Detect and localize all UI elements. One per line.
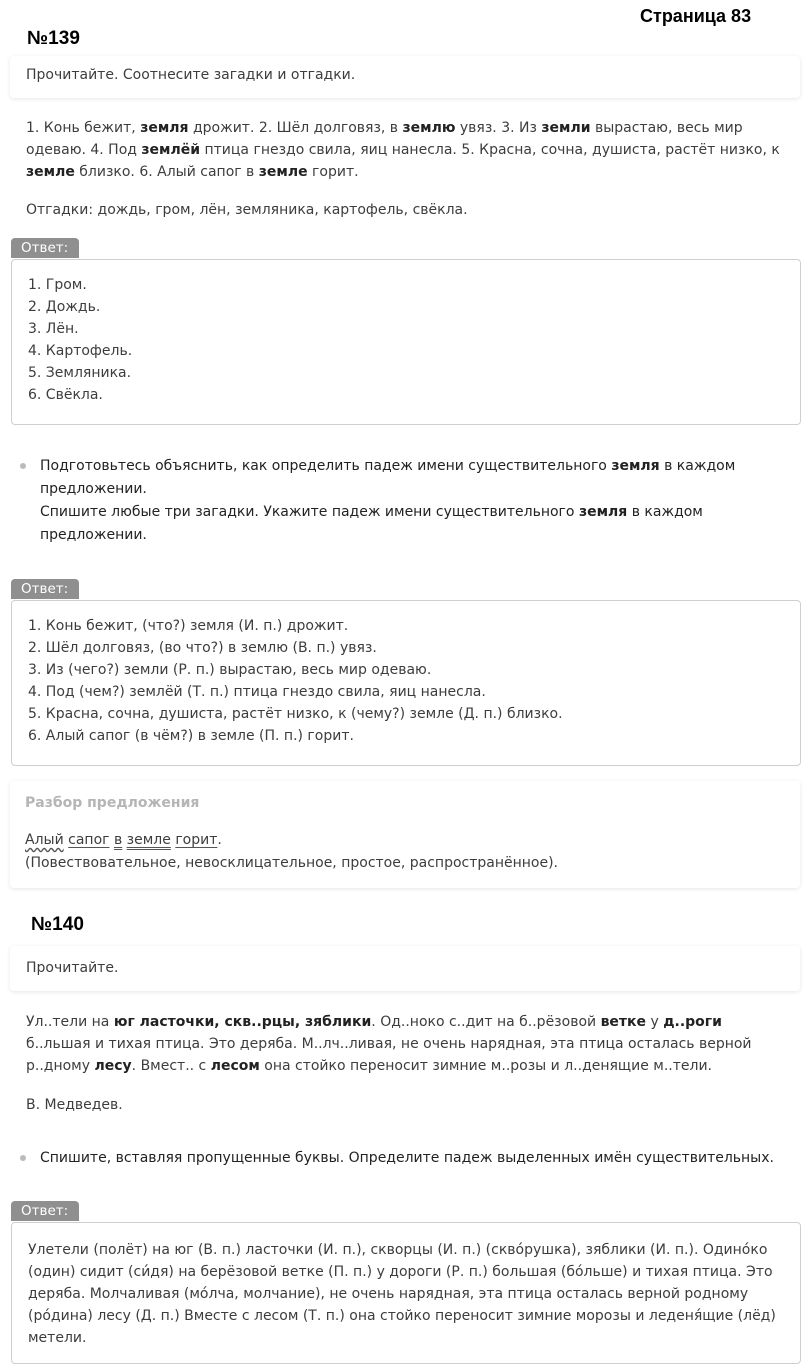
answer-tab: Ответ: xyxy=(11,238,79,258)
noun-word: земле xyxy=(126,832,171,848)
answer-box xyxy=(11,259,801,425)
answer-line: 4. Картофель. xyxy=(28,343,133,359)
exercise-text-segment: . Од..ноко с..дит на б..рёзовой xyxy=(371,1014,601,1030)
bullet-item xyxy=(20,1147,790,1172)
bullet-text-segment: в каждом предложении. xyxy=(40,458,736,497)
exercise-text-segment: б..льшая и тихая птица. Это деряба. М..лч..ливая, не очень нарядная, эта птица осталась верной р..дному xyxy=(26,1036,752,1074)
bullet-text-bold: земля xyxy=(578,504,628,520)
instruction-text: Прочитайте. Соотнесите загадки и отгадки. xyxy=(26,67,356,83)
answer-line: 6. Алый сапог (в чём?) в земле (П. п.) горит. xyxy=(28,728,354,744)
parsed-sentence xyxy=(25,829,222,851)
exercise-text-segment: у xyxy=(646,1014,664,1030)
riddle-text-bold: земле xyxy=(258,164,308,180)
bullet-text-segment: в каждом предложении. xyxy=(40,504,703,543)
instruction-text: Прочитайте. xyxy=(26,960,119,976)
riddle-text-segment: увяз. 3. Из xyxy=(455,120,542,136)
bullet-text xyxy=(40,455,790,547)
answer-line: 1. Гром. xyxy=(28,277,87,293)
riddle-text-segment: дрожит. 2. Шёл долговяз, в xyxy=(188,120,403,136)
answer-box xyxy=(11,600,801,766)
exercise-text-segment: она стойко переносит зимние м..розы и л..денящие м..тели. xyxy=(259,1058,713,1074)
instruction-card-140 xyxy=(10,946,800,991)
exercise-text-bold: лесу xyxy=(94,1058,132,1074)
riddle-text-bold: землёй xyxy=(141,142,201,158)
answer-box xyxy=(11,1222,801,1364)
riddle-text-bold: земля xyxy=(140,120,189,136)
page-number: Страница 83 xyxy=(640,6,752,26)
bullet-text-bold: земля xyxy=(611,458,660,474)
bullet-text-segment: Подготовьтесь объяснить, как определить падеж имени существительного xyxy=(40,458,612,474)
exercise-text-bold: юг ласточки, скв..рцы, зяблики xyxy=(113,1014,372,1030)
answer-line: 6. Свёкла. xyxy=(28,387,103,403)
predicate-word: горит xyxy=(175,832,218,848)
answer-line: 2. Дождь. xyxy=(28,299,101,315)
answer-line: 5. Земляника. xyxy=(28,365,132,381)
bullet-item xyxy=(20,455,790,550)
answer-line: 3. Из (чего?) земли (Р. п.) вырастаю, весь мир одеваю. xyxy=(28,662,432,678)
task-number-139: №139 xyxy=(27,28,80,49)
object-word: сапог xyxy=(68,832,110,848)
riddle-text-bold: землю xyxy=(402,120,456,136)
answer-text: Улетели (полёт) на юг (В. п.) ласточки (И. п.), скворцы (И. п.) (скво́рушка), зяблики (И. п.). Одино́ко (один) сидит (си́дя) на берёзовой ветке (П. п.) у дороги (Р. п.) большая (бо́льше) и тихая птица. Это деряба. Молчаливая (мо́лча, молчание), не очень нарядная, эта птица осталась верной родному (ро́дина) лесу (Д. п.) Вместе с лесом (Т. п.) она стойко переносит зимние морозы и леденя́щие (лёд) метели. xyxy=(28,1242,776,1346)
bullet-dot-icon xyxy=(20,1155,26,1161)
riddle-text-segment: птица гнездо свила, яиц нанесла. 5. Красна, сочна, душиста, растёт низко, к xyxy=(200,142,780,158)
exercise-text-bold: лесом xyxy=(210,1058,260,1074)
exercise-text-segment: . Вмест.. с xyxy=(131,1058,211,1074)
bullet-text-segment: Спишите любые три загадки. Укажите падеж имени существительного xyxy=(40,504,579,520)
answer-line: 4. Под (чем?) землёй (Т. п.) птица гнездо свила, яиц нанесла. xyxy=(28,684,486,700)
riddle-text-segment: вырастаю, весь мир одеваю. 4. Под xyxy=(26,120,743,158)
exercise-text-segment: Ул..тели на xyxy=(26,1014,114,1030)
answer-line: 3. Лён. xyxy=(28,321,79,337)
parse-title: Разбор предложения xyxy=(25,795,200,811)
preposition-word: в xyxy=(113,832,123,848)
subject-word: Алый xyxy=(25,832,64,848)
exercise-text xyxy=(26,1011,786,1077)
bullet-dot-icon xyxy=(20,463,26,469)
bullet-text: Спишите, вставляя пропущенные буквы. Определите падеж выделенных имён существительных. xyxy=(40,1150,774,1166)
riddle-text-segment: 1. Конь бежит, xyxy=(26,120,141,136)
author: В. Медведев. xyxy=(26,1097,123,1113)
sentence-parse-card xyxy=(10,781,800,888)
exercise-text-bold: ветке xyxy=(600,1014,647,1030)
parse-description: (Повествовательное, невосклицательное, простое, распространённое). xyxy=(25,855,558,871)
answer-tab: Ответ: xyxy=(11,579,79,599)
riddle-text-bold: земле xyxy=(26,164,75,180)
riddle-answers-hint: Отгадки: дождь, гром, лён, земляника, картофель, свёкла. xyxy=(26,202,468,218)
task-number-140: №140 xyxy=(31,914,84,935)
answer-line: 2. Шёл долговяз, (во что?) в землю (В. п.) увяз. xyxy=(28,640,377,656)
riddle-text-bold: земли xyxy=(541,120,591,136)
riddles-text xyxy=(26,117,786,183)
exercise-text-bold: д..роги xyxy=(663,1014,722,1030)
sentence-end: . xyxy=(217,832,222,848)
riddle-text-segment: горит. xyxy=(307,164,359,180)
answer-line: 5. Красна, сочна, душиста, растёт низко, к (чему?) земле (Д. п.) близко. xyxy=(28,706,563,722)
answer-tab: Ответ: xyxy=(11,1201,79,1221)
answer-line: 1. Конь бежит, (что?) земля (И. п.) дрожит. xyxy=(28,618,349,634)
riddle-text-segment: близко. 6. Алый сапог в xyxy=(74,164,259,180)
instruction-card-139 xyxy=(10,56,800,98)
